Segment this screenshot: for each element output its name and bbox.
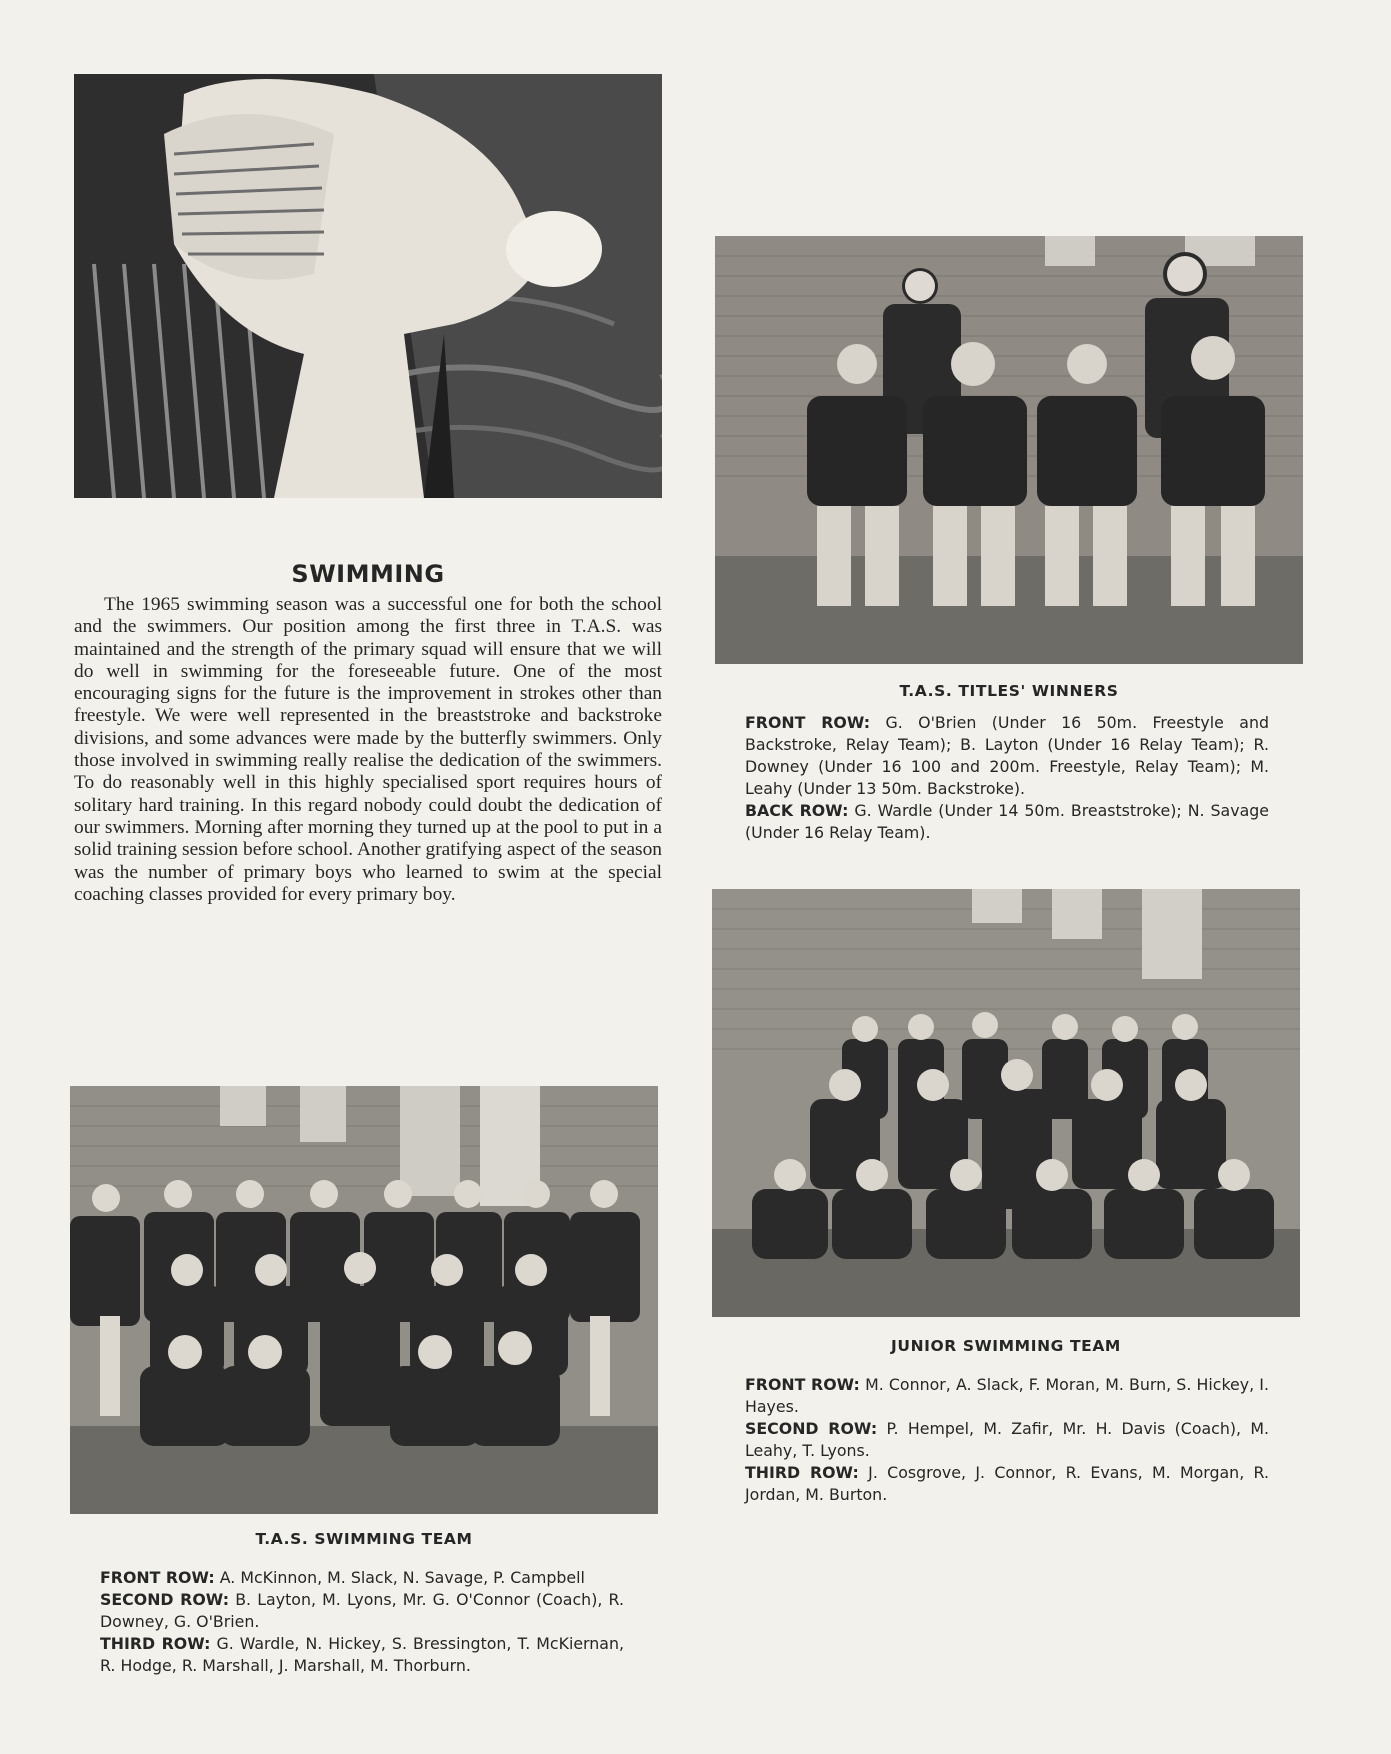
junior-team-second-row: SECOND ROW: P. Hempel, M. Zafir, Mr. H. Davis (Coach), M. Leahy, T. Lyons.	[745, 1419, 1270, 1460]
junior-team-caption	[745, 1374, 1269, 1506]
junior-team-third-row: THIRD ROW: J. Cosgrove, J. Connor, R. Evans, M. Morgan, R. Jordan, M. Burton.	[745, 1463, 1269, 1504]
titles-winners-front-row: FRONT ROW: G. O'Brien (Under 16 50m. Freestyle and Backstroke, Relay Team); B. Layton (Under 16 Relay Team); R. Downey (Under 16 100 and 200m. Freestyle, Relay Team); M. Leahy (Under 13 50m. Backstroke).	[745, 713, 1269, 798]
junior-team-caption-title: JUNIOR SWIMMING TEAM	[891, 1337, 1121, 1355]
swimming-team-caption	[100, 1567, 624, 1677]
junior-team-front-row: FRONT ROW: M. Connor, A. Slack, F. Moran, M. Burn, S. Hickey, I. Hayes.	[745, 1375, 1269, 1416]
junior-team-photo	[712, 889, 1300, 1317]
article-heading: SWIMMING	[291, 560, 445, 588]
titles-winners-caption-title: T.A.S. TITLES' WINNERS	[899, 682, 1119, 700]
swimming-team-second-row: SECOND ROW: B. Layton, M. Lyons, Mr. G. O'Connor (Coach), R. Downey, G. O'Brien.	[100, 1590, 624, 1631]
swimming-team-caption-title: T.A.S. SWIMMING TEAM	[255, 1530, 473, 1548]
titles-winners-photo	[715, 236, 1303, 664]
titles-winners-caption	[745, 712, 1269, 844]
diver-photo	[74, 74, 662, 498]
titles-winners-back-row: BACK ROW: G. Wardle (Under 14 50m. Breaststroke); N. Savage (Under 16 Relay Team).	[745, 801, 1269, 842]
swimming-team-third-row: THIRD ROW: G. Wardle, N. Hickey, S. Bressington, T. McKiernan, R. Hodge, R. Marshall, J. Marshall, M. Thorburn.	[100, 1634, 624, 1675]
swimming-team-photo	[70, 1086, 658, 1514]
article-body: The 1965 swimming season was a successful one for both the school and the swimmers. Our position among the first three in T.A.S. was maintained and the strength of the primary squad will ensure that we will do well in swimming for the foreseeable future. One of the most encouraging signs for the future is the improvement in strokes other than freestyle. We were well represented in the breaststroke and backstroke divisions, and some advances were made by the butterfly swimmers. Only those involved in swimming really realise the dedication of the swimmers. To do reasonably well in this highly specialised sport requires hours of solitary hard training. In this regard nobody could doubt the dedication of our swimmers. Morning after morning they turned up at the pool to put in a solid training session before school. Another gratifying aspect of the season was the number of primary boys who learned to swim at the special coaching classes provided for every primary boy.	[74, 594, 662, 905]
swimming-team-front-row: FRONT ROW: A. McKinnon, M. Slack, N. Savage, P. Campbell	[100, 1568, 585, 1587]
